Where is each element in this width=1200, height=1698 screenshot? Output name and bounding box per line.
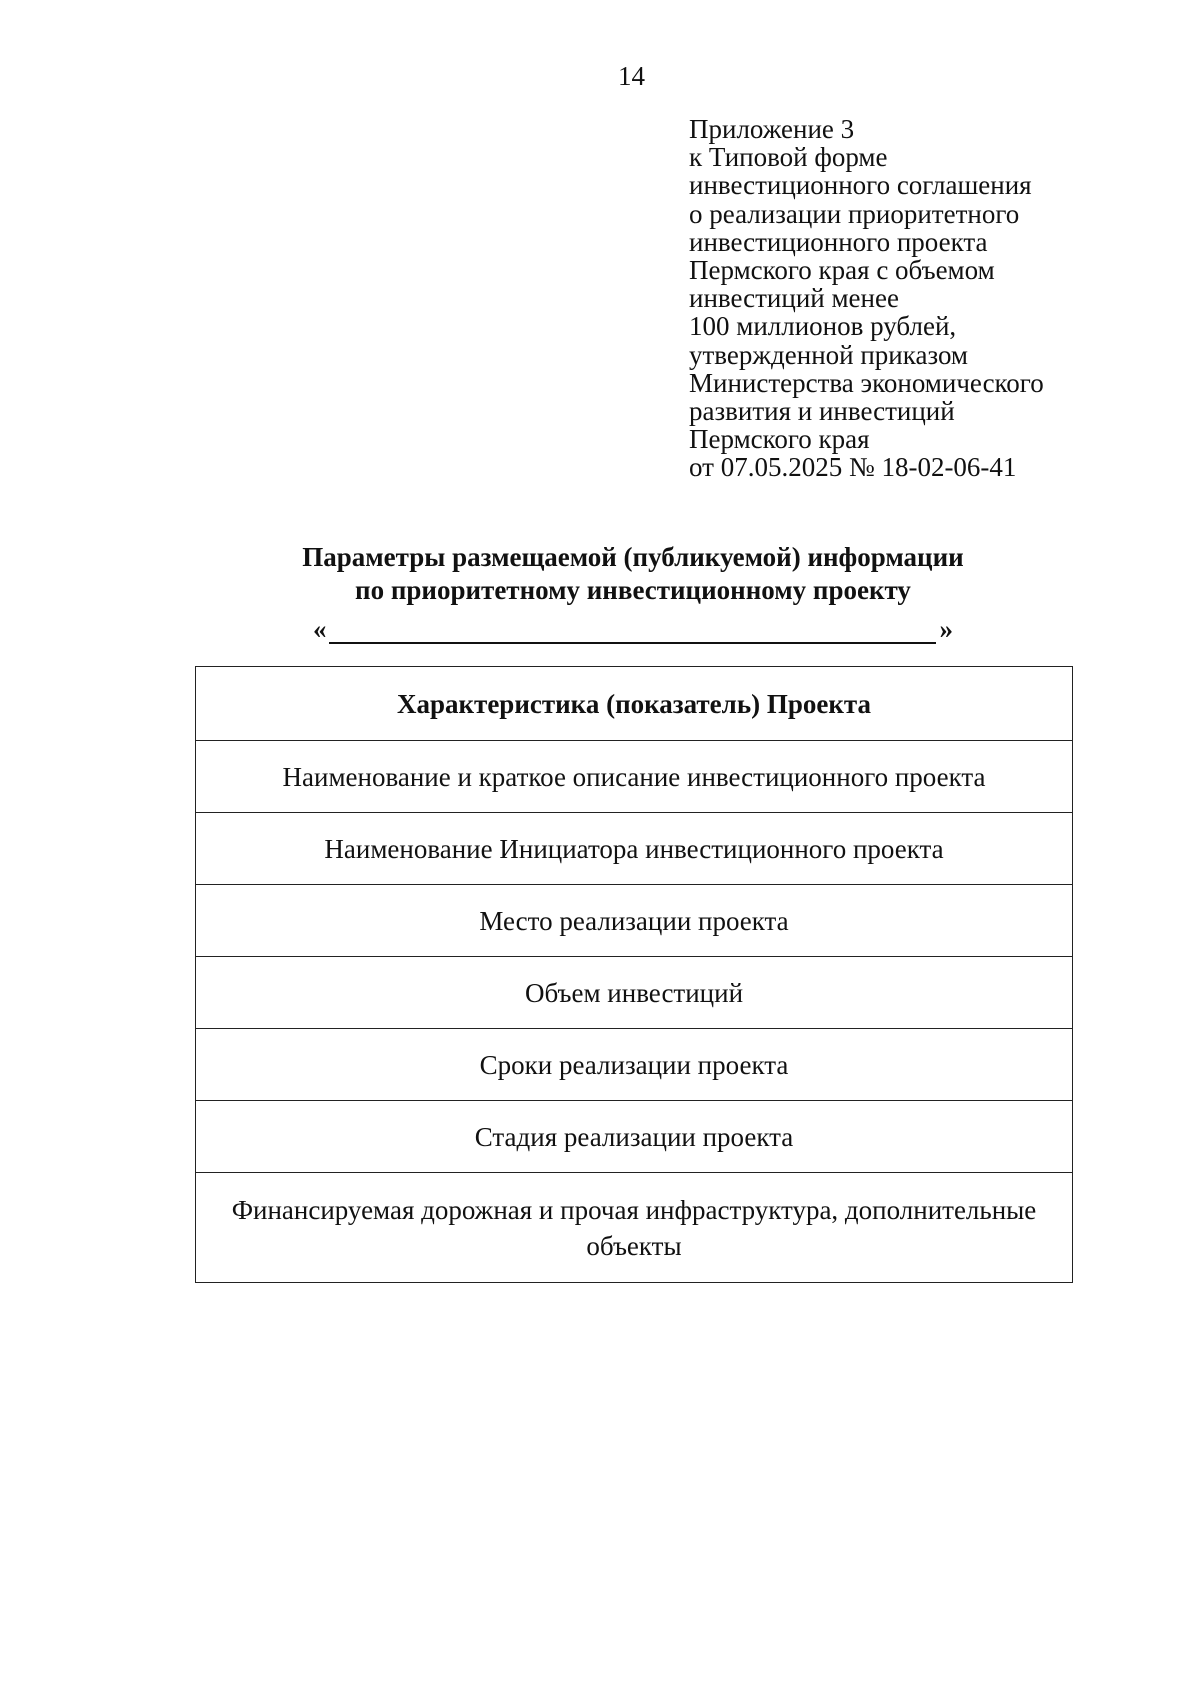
blank-underline [329,642,936,644]
appendix-line: Пермского края с объемом [689,255,995,286]
appendix-line: Приложение 3 [689,114,855,144]
parameters-table [195,666,1073,1283]
table-header-row [196,667,1073,741]
table-cell: Объем инвестиций [196,957,1073,1029]
table-row [196,1029,1073,1101]
opening-quote: « [313,614,327,644]
table-cell: Стадия реализации проекта [196,1101,1073,1173]
table-row [196,741,1073,813]
table-row [196,957,1073,1029]
appendix-line: инвестиций менее [689,283,899,314]
appendix-block [689,115,1109,482]
table-cell: Финансируемая дорожная и прочая инфраструктура, дополнительные объекты [196,1173,1073,1283]
table-cell: Наименование Инициатора инвестиционного проекта [196,813,1073,885]
table-row [196,1173,1073,1283]
table-row [196,885,1073,957]
appendix-line: Пермского края [689,424,870,455]
appendix-line: о реализации приоритетного [689,198,1020,229]
appendix-line: к Типовой форме [689,142,888,173]
table-cell: Сроки реализации проекта [196,1029,1073,1101]
table-cell: Место реализации проекта [196,885,1073,957]
table-header-cell: Характеристика (показатель) Проекта [196,667,1073,741]
project-name-placeholder [313,612,953,646]
appendix-line: Министерства экономического [689,367,1044,398]
appendix-line: развития и инвестиций [689,396,955,427]
table-row [196,1101,1073,1173]
appendix-line: инвестиционного проекта [689,226,988,257]
appendix-line: утвержденной приказом [689,339,969,370]
document-title-line-2: по приоритетному инвестиционному проекту [355,575,911,605]
table-cell: Наименование и краткое описание инвестиционного проекта [196,741,1073,813]
document-title-line-1: Параметры размещаемой (публикуемой) информации [302,542,964,572]
closing-quote: » [939,614,953,644]
document-title [0,541,1200,607]
appendix-line: от 07.05.2025 № 18-02-06-41 [689,452,1017,483]
table-row [196,813,1073,885]
appendix-line: 100 миллионов рублей, [689,311,957,342]
page-number: 14 [618,61,645,91]
appendix-line: инвестиционного соглашения [689,170,1032,201]
